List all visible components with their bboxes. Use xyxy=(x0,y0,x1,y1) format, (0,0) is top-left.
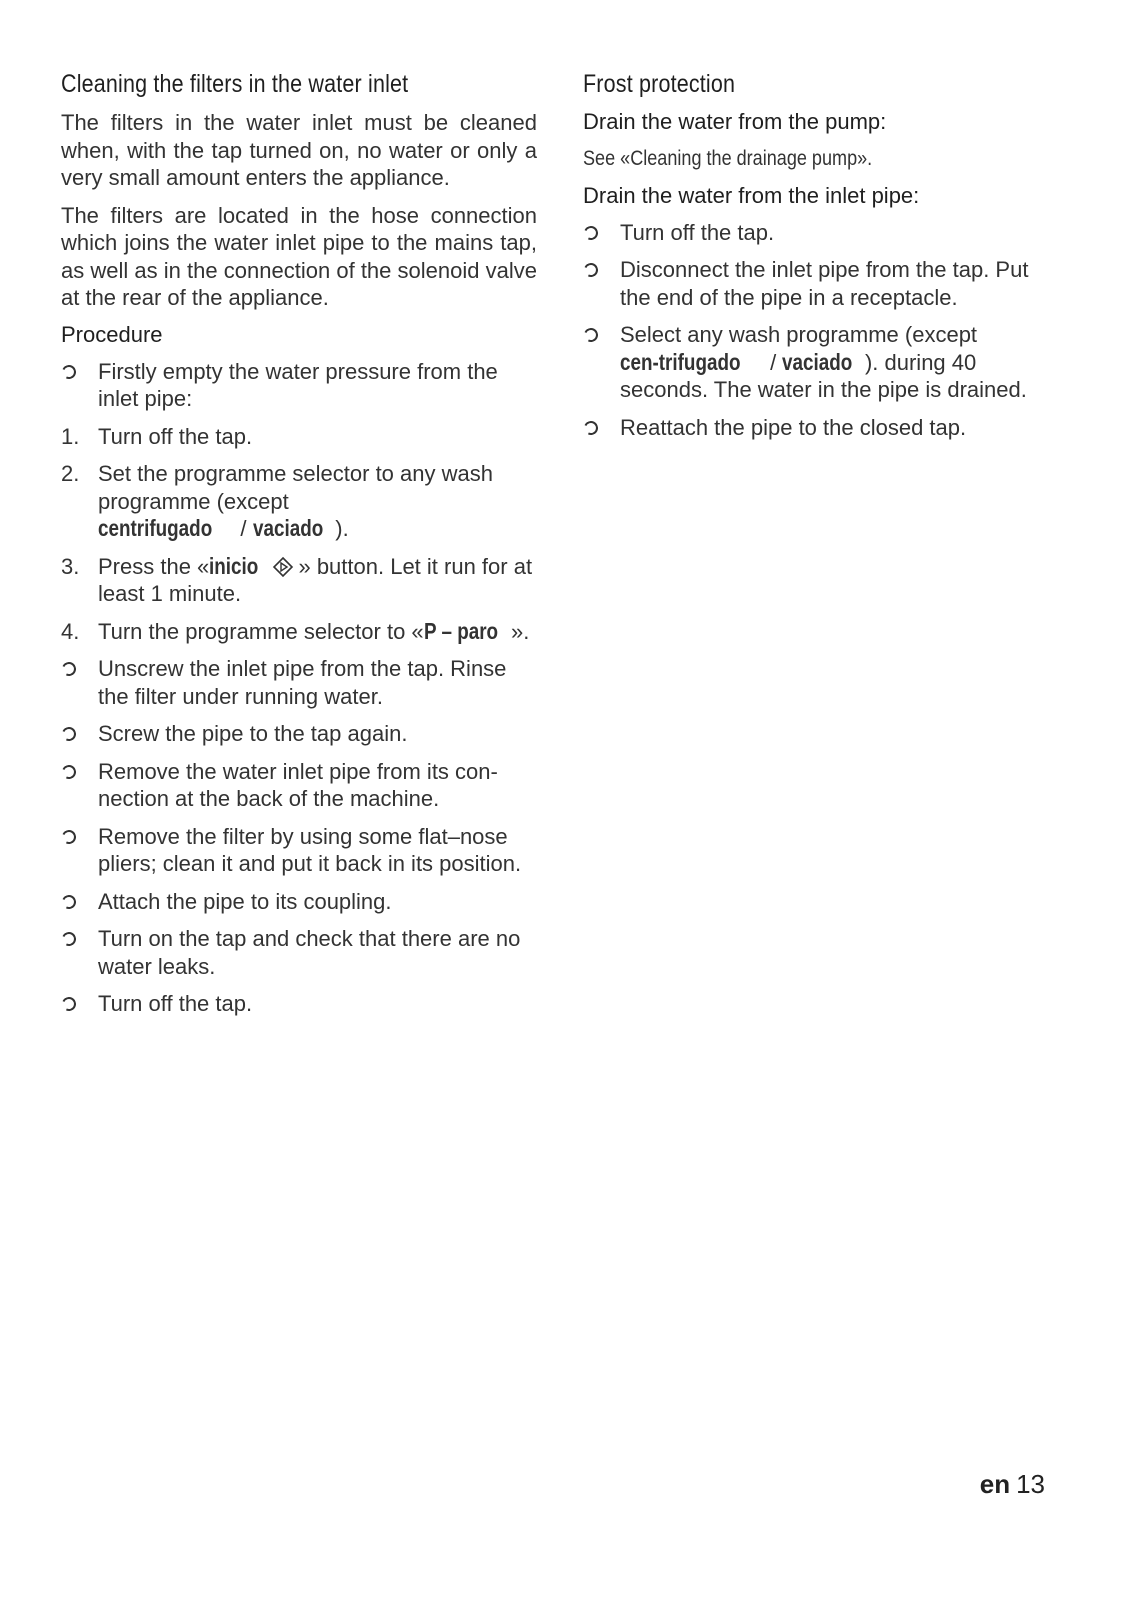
keyword-vaciado: vaciado xyxy=(252,515,323,541)
left-column xyxy=(61,70,537,1028)
list-item xyxy=(61,990,537,1018)
open-circle-bullet-icon xyxy=(60,995,78,1013)
bullet-text: Screw the pipe to the tap again. xyxy=(98,721,408,746)
keyword-p-paro: P – paro xyxy=(423,617,498,644)
list-item xyxy=(61,925,537,980)
see-reference-text: See «Cleaning the drainage pump». xyxy=(583,147,873,170)
open-circle-bullet-icon xyxy=(60,930,78,948)
section-heading-filters: Cleaning the filters in the water inlet xyxy=(61,70,409,98)
list-item xyxy=(583,321,1053,404)
subheading-drain-inlet: Drain the water from the inlet pipe: xyxy=(583,182,920,208)
step-number: 2. xyxy=(61,461,80,486)
keyword-centrifugado: cen-trifugado xyxy=(620,348,741,375)
keyword-centrifugado: centrifugado xyxy=(98,515,213,541)
filters-intro-paragraph: The filters in the water inlet must be cleaned when, with the tap turned on, no water or only a very small amount enters the appliance. xyxy=(61,110,537,190)
list-item xyxy=(61,888,537,916)
step-text: . Let it run for at least 1 minute. xyxy=(98,553,533,606)
right-column xyxy=(583,70,1053,451)
page-footer xyxy=(980,1469,1045,1500)
procedure-list xyxy=(61,358,537,1018)
start-diamond-icon xyxy=(272,556,298,578)
step-text: ). xyxy=(335,516,349,541)
list-item xyxy=(61,358,537,413)
filters-location-paragraph: The filters are located in the hose connection which joins the water inlet pipe to the mains tap, as well as in the connection of the solenoid valve at the rear of the appliance. xyxy=(61,202,537,310)
list-item xyxy=(61,823,537,878)
language-code: en xyxy=(979,1469,1011,1499)
step-number: 1. xyxy=(61,423,80,449)
open-circle-bullet-icon xyxy=(582,326,600,344)
step-text: Press the « xyxy=(98,553,210,579)
bullet-text: Turn on the tap and check that there are no water leaks. xyxy=(98,926,521,979)
bullet-text: Remove the water inlet pipe from its con-nection at the back of the machine. xyxy=(98,758,498,811)
section-heading-frost: Frost protection xyxy=(583,70,736,98)
see-reference xyxy=(583,145,1053,173)
keyword-separator: / xyxy=(234,516,253,541)
keyword-vaciado: vaciado xyxy=(782,348,853,375)
open-circle-bullet-icon xyxy=(582,261,600,279)
bullet-text: Turn off the tap. xyxy=(98,991,253,1016)
step-text: Turn the programme selector to « xyxy=(98,618,424,644)
procedure-heading: Procedure xyxy=(61,321,163,347)
bullet-text: Reattach the pipe to the closed tap. xyxy=(620,414,967,440)
list-item xyxy=(61,553,537,608)
bullet-text: Remove the filter by using some flat–nose pliers; clean it and put it back in its position. xyxy=(98,823,522,876)
open-circle-bullet-icon xyxy=(60,725,78,743)
list-item xyxy=(583,219,1053,247)
step-number: 4. xyxy=(61,618,80,644)
page-number: 13 xyxy=(1016,1469,1045,1499)
list-item xyxy=(61,423,537,451)
step-number: 3. xyxy=(61,553,80,579)
list-item xyxy=(61,460,537,543)
step-text: » button xyxy=(298,553,378,579)
list-item xyxy=(61,720,537,748)
open-circle-bullet-icon xyxy=(60,763,78,781)
bullet-text: Attach the pipe to its coupling. xyxy=(98,888,392,914)
frost-list xyxy=(583,219,1053,442)
subheading-drain-pump: Drain the water from the pump: xyxy=(583,109,887,134)
bullet-text: Firstly empty the water pressure from the inlet pipe: xyxy=(98,358,498,411)
open-circle-bullet-icon xyxy=(582,419,600,437)
bullet-text: Disconnect the inlet pipe from the tap. Put the end of the pipe in a receptacle. xyxy=(620,257,1029,310)
open-circle-bullet-icon xyxy=(60,660,78,678)
open-circle-bullet-icon xyxy=(60,893,78,911)
step-text: Set the programme selector to any wash programme (except xyxy=(98,461,493,514)
step-text: Turn off the tap. xyxy=(98,423,253,449)
list-item xyxy=(61,758,537,813)
bullet-text: ). during 40 seconds. The water in the pipe is drained. xyxy=(620,349,1027,402)
list-item xyxy=(583,414,1053,442)
open-circle-bullet-icon xyxy=(60,363,78,381)
list-item xyxy=(583,256,1053,311)
open-circle-bullet-icon xyxy=(582,224,600,242)
bullet-text: Select any wash programme (except xyxy=(620,322,978,347)
bullet-text: Unscrew the inlet pipe from the tap. Rinse the filter under running water. xyxy=(98,656,507,709)
list-item xyxy=(61,618,537,646)
keyword-separator: / xyxy=(763,349,783,375)
open-circle-bullet-icon xyxy=(60,828,78,846)
bullet-text: Turn off the tap. xyxy=(620,219,775,245)
list-item xyxy=(61,655,537,710)
step-text: ». xyxy=(511,618,530,644)
keyword-inicio: inicio xyxy=(209,552,259,579)
